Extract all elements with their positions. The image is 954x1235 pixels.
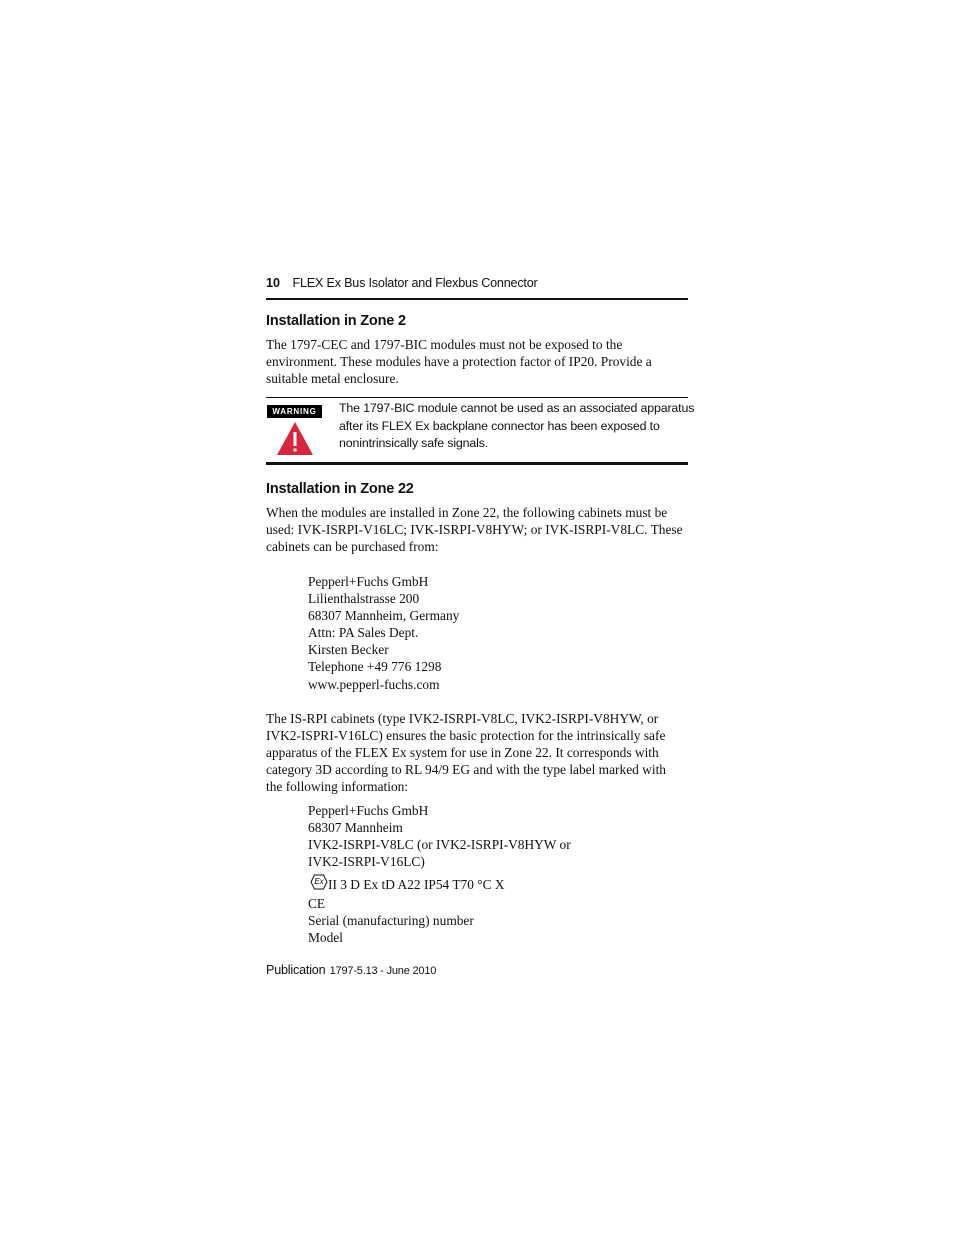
page-header [266, 276, 538, 290]
address-line: Attn: PA Sales Dept. [308, 625, 419, 641]
paragraph-line: When the modules are installed in Zone 22, the following cabinets must be [266, 505, 668, 520]
section-1-paragraph [266, 336, 652, 387]
label-line: Pepperl+Fuchs GmbH [308, 803, 429, 818]
address-line: Lilienthalstrasse 200 [308, 591, 420, 607]
address-line: www.pepperl-fuchs.com [308, 676, 440, 692]
paragraph-line: environment. These modules have a protection factor of IP20. Provide a [266, 354, 652, 370]
publication-number: 1797-5.13 - June 2010 [329, 965, 437, 977]
paragraph-line: suitable metal enclosure. [266, 371, 399, 387]
page-number: 10 [266, 276, 281, 290]
warning-text [339, 400, 694, 453]
warning-top-rule [266, 397, 688, 398]
warning-line: nonintrinsically safe signals. [339, 436, 489, 450]
page-footer [266, 961, 436, 979]
publication-label: Publication [266, 963, 326, 977]
paragraph-line: IVK2-ISPRI-V16LC) ensures the basic protection for the intrinsically safe [266, 728, 666, 744]
header-rule [266, 298, 688, 300]
paragraph-line: the following information: [266, 779, 409, 795]
ex-marking-text: II 3 D Ex tD A22 IP54 T70 °C X [328, 877, 505, 892]
paragraph-line: category 3D according to RL 94/9 EG and with the type label marked with [266, 762, 666, 778]
ex-symbol-text: Ex [314, 877, 324, 886]
address-line: Telephone +49 776 1298 [308, 659, 442, 675]
section-heading-zone-2: Installation in Zone 2 [266, 313, 406, 329]
label-line: IVK2-ISRPI-V16LC) [308, 854, 425, 870]
ex-hexagon-icon [310, 874, 328, 890]
paragraph-line: The 1797-CEC and 1797-BIC modules must not be exposed to the [266, 337, 623, 352]
address-line: Pepperl+Fuchs GmbH [308, 574, 429, 589]
ex-marking-line [310, 874, 505, 893]
supplier-address [308, 573, 459, 693]
label-line: CE [308, 896, 326, 911]
type-label-info-2 [308, 895, 474, 946]
label-line: Model [308, 930, 343, 946]
section-2-paragraph [266, 504, 683, 555]
address-line: Kirsten Becker [308, 642, 389, 658]
type-label-info [308, 802, 571, 870]
warning-bottom-rule [266, 462, 688, 465]
label-line: IVK2-ISRPI-V8LC (or IVK2-ISRPI-V8HYW or [308, 837, 571, 853]
address-line: 68307 Mannheim, Germany [308, 608, 460, 624]
warning-badge: WARNING [267, 405, 322, 418]
section-2-paragraph-2 [266, 710, 666, 795]
paragraph-line: cabinets can be purchased from: [266, 539, 439, 555]
warning-triangle-icon [276, 421, 314, 456]
running-title: FLEX Ex Bus Isolator and Flexbus Connector [292, 276, 538, 290]
paragraph-line: used: IVK-ISRPI-V16LC; IVK-ISRPI-V8HYW; or IVK-ISRPI-V8LC. These [266, 522, 683, 538]
label-line: Serial (manufacturing) number [308, 913, 474, 929]
warning-line: after its FLEX Ex backplane connector has been exposed to [339, 418, 660, 433]
paragraph-line: apparatus of the FLEX Ex system for use in Zone 22. It corresponds with [266, 745, 659, 761]
paragraph-line: The IS-RPI cabinets (type IVK2-ISRPI-V8LC, IVK2-ISRPI-V8HYW, or [266, 711, 659, 726]
label-line: 68307 Mannheim [308, 820, 403, 836]
section-heading-zone-22: Installation in Zone 22 [266, 481, 414, 497]
warning-line: The 1797-BIC module cannot be used as an associated apparatus [339, 401, 695, 415]
